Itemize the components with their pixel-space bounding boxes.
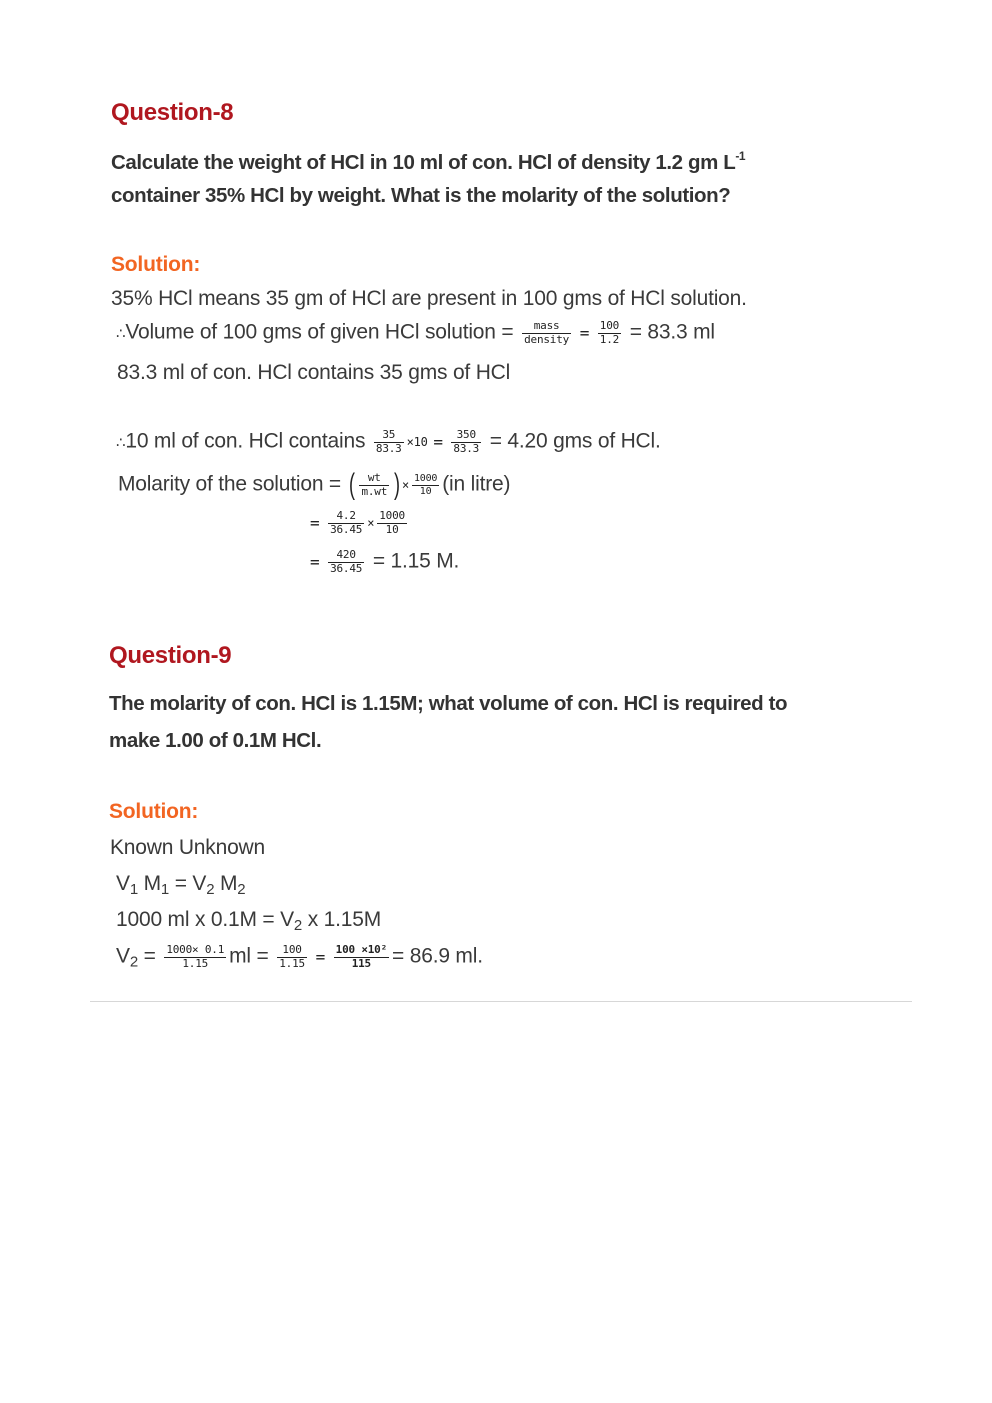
q9-solution-line-4 xyxy=(116,944,483,971)
equals: = xyxy=(433,432,443,452)
fraction-350-83.3 xyxy=(451,429,481,455)
fraction-100-1.15 xyxy=(277,944,307,970)
denominator: 1.2 xyxy=(599,332,620,346)
equals: = xyxy=(315,947,325,967)
numerator: 100 xyxy=(277,944,307,958)
fraction-1000x0.1-1.15 xyxy=(164,944,226,970)
fraction-100-1.2 xyxy=(598,320,621,346)
question-9-text-line-1: The molarity of con. HCl is 1.15M; what volume of con. HCl is required to xyxy=(109,692,788,715)
suffix: (in litre) xyxy=(442,472,511,496)
q8-solution-line-3: 83.3 ml of con. HCl contains 35 gms of HCl xyxy=(117,361,511,384)
numerator: 100 ×10² xyxy=(335,943,388,956)
numerator: 35 xyxy=(374,429,404,443)
numerator: 1000× 0.1 xyxy=(166,943,225,956)
question-8-text-line-1 xyxy=(111,149,745,175)
result: = 4.20 gms of HCl. xyxy=(489,429,661,453)
fraction-4.2-36.45 xyxy=(328,510,364,536)
subscript: 1 xyxy=(129,881,138,898)
denominator: 10 xyxy=(385,522,399,536)
denominator: 83.3 xyxy=(375,441,402,455)
therefore-symbol: ∴ xyxy=(116,325,126,343)
q8-solution-line-7 xyxy=(310,549,459,575)
question-8-title: Question-8 xyxy=(111,99,234,126)
right-paren: ) xyxy=(394,468,400,501)
subscript: 1 xyxy=(160,881,170,898)
question-9-title: Question-9 xyxy=(109,642,232,669)
denominator: 115 xyxy=(351,956,371,970)
text: M xyxy=(137,872,161,895)
subscript: 2 xyxy=(129,953,138,971)
q9-solution-line-1: Known Unknown xyxy=(110,836,265,859)
superscript: -1 xyxy=(735,149,746,163)
numerator: wt xyxy=(359,472,389,486)
q8-solution-line-1: 35% HCl means 35 gm of HCl are present in 100 gms of HCl solution. xyxy=(111,287,747,310)
text: = V xyxy=(169,872,207,895)
fraction-100x10sq-115 xyxy=(334,944,389,970)
q9-solution-line-3 xyxy=(116,908,381,934)
numerator: 100 xyxy=(599,319,620,332)
fraction-1000-10 xyxy=(377,510,407,536)
subscript: 2 xyxy=(237,881,246,898)
numerator: 350 xyxy=(451,429,481,443)
equals: = xyxy=(310,552,320,572)
text: x 1.15M xyxy=(302,908,381,931)
q8-solution-line-2 xyxy=(116,320,715,346)
q8-solution-line-4 xyxy=(116,429,661,455)
denominator: m.wt xyxy=(361,484,388,498)
denominator: 10 xyxy=(419,485,432,497)
question-9-solution-label: Solution: xyxy=(109,800,199,823)
result: = 83.3 ml xyxy=(629,320,715,344)
equals: = xyxy=(310,513,320,533)
text: V xyxy=(116,872,130,895)
denominator: 1.15 xyxy=(182,956,209,970)
denominator: 83.3 xyxy=(453,441,480,455)
fraction-wt-mwt xyxy=(359,472,389,498)
denominator: 36.45 xyxy=(330,522,363,536)
text: Molarity of the solution = xyxy=(118,472,347,496)
text: Volume of 100 gms of given HCl solution = xyxy=(125,320,520,344)
q8-solution-line-5 xyxy=(118,470,510,500)
fraction-35-83.3 xyxy=(374,429,404,455)
times-10: ×10 xyxy=(406,435,428,450)
subscript: 2 xyxy=(293,917,303,934)
text: 1000 ml x 0.1M = V xyxy=(116,908,294,931)
times: × xyxy=(401,478,409,492)
text: 10 ml of con. HCl contains xyxy=(125,429,371,453)
result: = 86.9 ml. xyxy=(392,944,483,968)
text: V xyxy=(116,944,130,968)
numerator: 420 xyxy=(328,549,364,563)
fraction-1000-10 xyxy=(412,473,439,497)
numerator: 1000 xyxy=(413,473,438,484)
question-8-solution-label: Solution: xyxy=(111,253,201,276)
therefore-symbol: ∴ xyxy=(116,434,126,452)
denominator: 1.15 xyxy=(279,956,305,970)
text: = xyxy=(137,944,162,968)
result: = 1.15 M. xyxy=(372,549,460,573)
q8-solution-line-6 xyxy=(310,510,410,536)
question-9-text-line-2: make 1.00 of 0.1M HCl. xyxy=(109,729,322,752)
fraction-420-36.45 xyxy=(328,549,364,575)
section-divider xyxy=(90,1001,912,1002)
q9-solution-line-2 xyxy=(116,872,245,898)
text: M xyxy=(214,872,238,895)
question-8-text: Calculate the weight of HCl in 10 ml of con. HCl of density 1.2 gm L xyxy=(111,151,736,174)
numerator: 1000 xyxy=(379,509,405,522)
fraction-mass-density xyxy=(522,320,571,346)
numerator: mass xyxy=(522,320,571,334)
times: × xyxy=(367,516,375,531)
equals: = xyxy=(579,323,590,343)
question-8-text-line-2: container 35% HCl by weight. What is the molarity of the solution? xyxy=(111,184,731,207)
text: ml = xyxy=(229,944,275,968)
left-paren: ( xyxy=(348,468,355,501)
denominator: 36.45 xyxy=(330,561,363,575)
subscript: 2 xyxy=(206,881,215,898)
denominator: density xyxy=(524,332,570,346)
numerator: 4.2 xyxy=(328,510,364,524)
